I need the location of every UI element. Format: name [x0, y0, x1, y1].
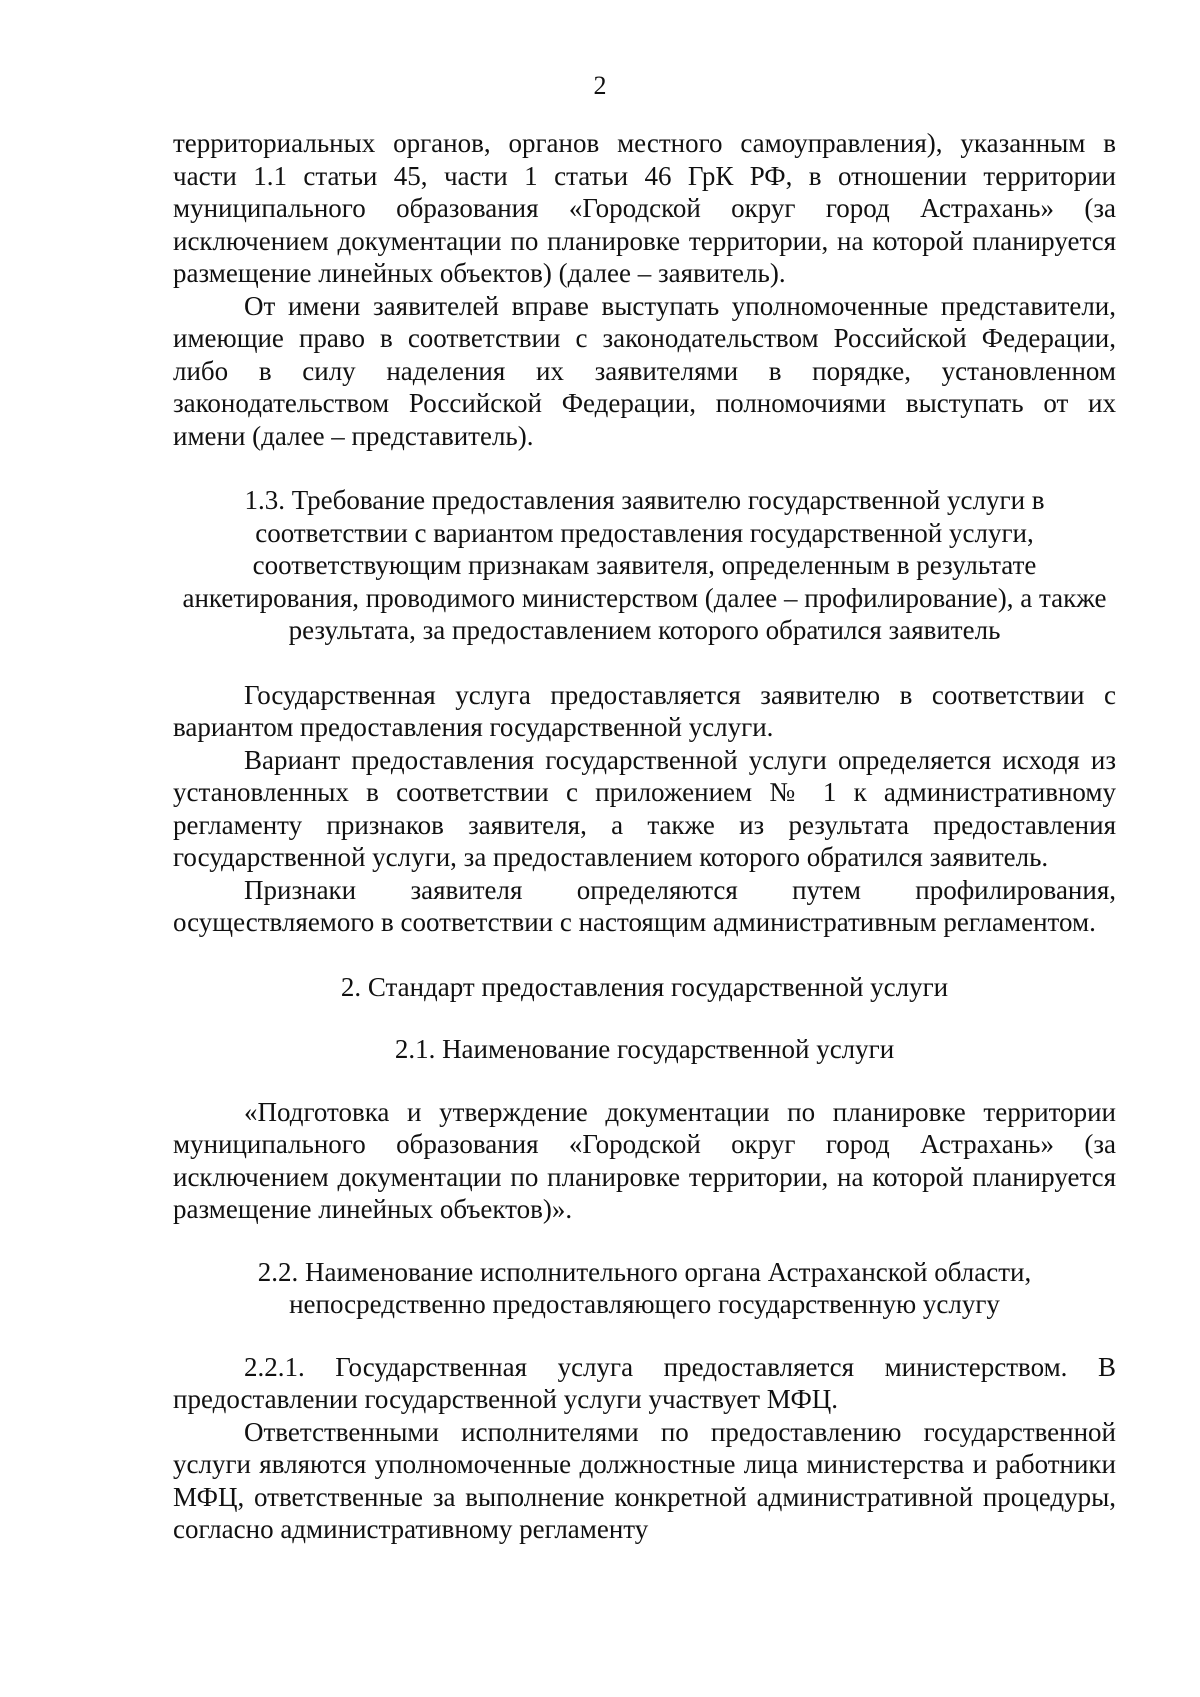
paragraph-applicant-attributes: Признаки заявителя определяются путем профилирования, осуществляемого в соответствии с настоящим административным регламентом.: [173, 874, 1116, 937]
paragraph-service-variant: Государственная услуга предоставляется заявителю в соответствии с вариантом предоставления государственной услуги.: [173, 679, 1116, 742]
paragraph-representatives: От имени заявителей вправе выступать уполномоченные представители, имеющие право в соответствии с законодательством Российской Федерации, либо в силу наделения их заявителями в порядке, установленном законодательством Российской Федерации, полномочиями выступать от их имени (далее – представитель).: [173, 290, 1116, 451]
page-number: 2: [593, 71, 607, 100]
heading-section-2-1: 2.1. Наименование государственной услуги: [394, 1034, 895, 1064]
heading-section-2-2: 2.2. Наименование исполнительного органа Астраханской области, непосредственно предоставляющего государственную услугу: [257, 1256, 1032, 1319]
document-body: [173, 127, 1116, 1546]
paragraph-responsible-executors: Ответственными исполнителями по предоставлению государственной услуги являются уполномоченные должностные лица министерства и работники МФЦ, ответственные за выполнение конкретной административной процедуры, согласно административному регламенту: [173, 1416, 1116, 1544]
paragraph-service-name: «Подготовка и утверждение документации по планировке территории муниципального образования «Городской округ город Астрахань» (за исключением документации по планировке территории, на которой планируется размещение линейных объектов)».: [173, 1096, 1116, 1224]
paragraph-variant-determination: Вариант предоставления государственной услуги определяется исходя из установленных в соответствии с приложением № 1 к административному регламенту признаков заявителя, а также из результата предоставления государственной услуги, за предоставлением которого обратился заявитель.: [173, 744, 1116, 872]
paragraph-section-2-2-1: 2.2.1. Государственная услуга предоставляется министерством. В предоставлении государственной услуги участвует МФЦ.: [173, 1351, 1116, 1414]
heading-section-1-3: 1.3. Требование предоставления заявителю государственной услуги в соответствии с вариантом предоставления государственной услуги, соответствующим признакам заявителя, определенным в результате анкетирования, проводимого министерством (далее – профилирование), а также результата, за предоставлением которого обратился заявитель: [182, 485, 1107, 645]
heading-section-2: 2. Стандарт предоставления государственной услуги: [340, 971, 949, 1002]
paragraph-applicant-definition: территориальных органов, органов местного самоуправления), указанным в части 1.1 статьи 45, части 1 статьи 46 ГрК РФ, в отношении территории муниципального образования «Городской округ город Астрахань» (за исключением документации по планировке территории, на которой планируется размещение линейных объектов) (далее – заявитель).: [173, 128, 1116, 288]
